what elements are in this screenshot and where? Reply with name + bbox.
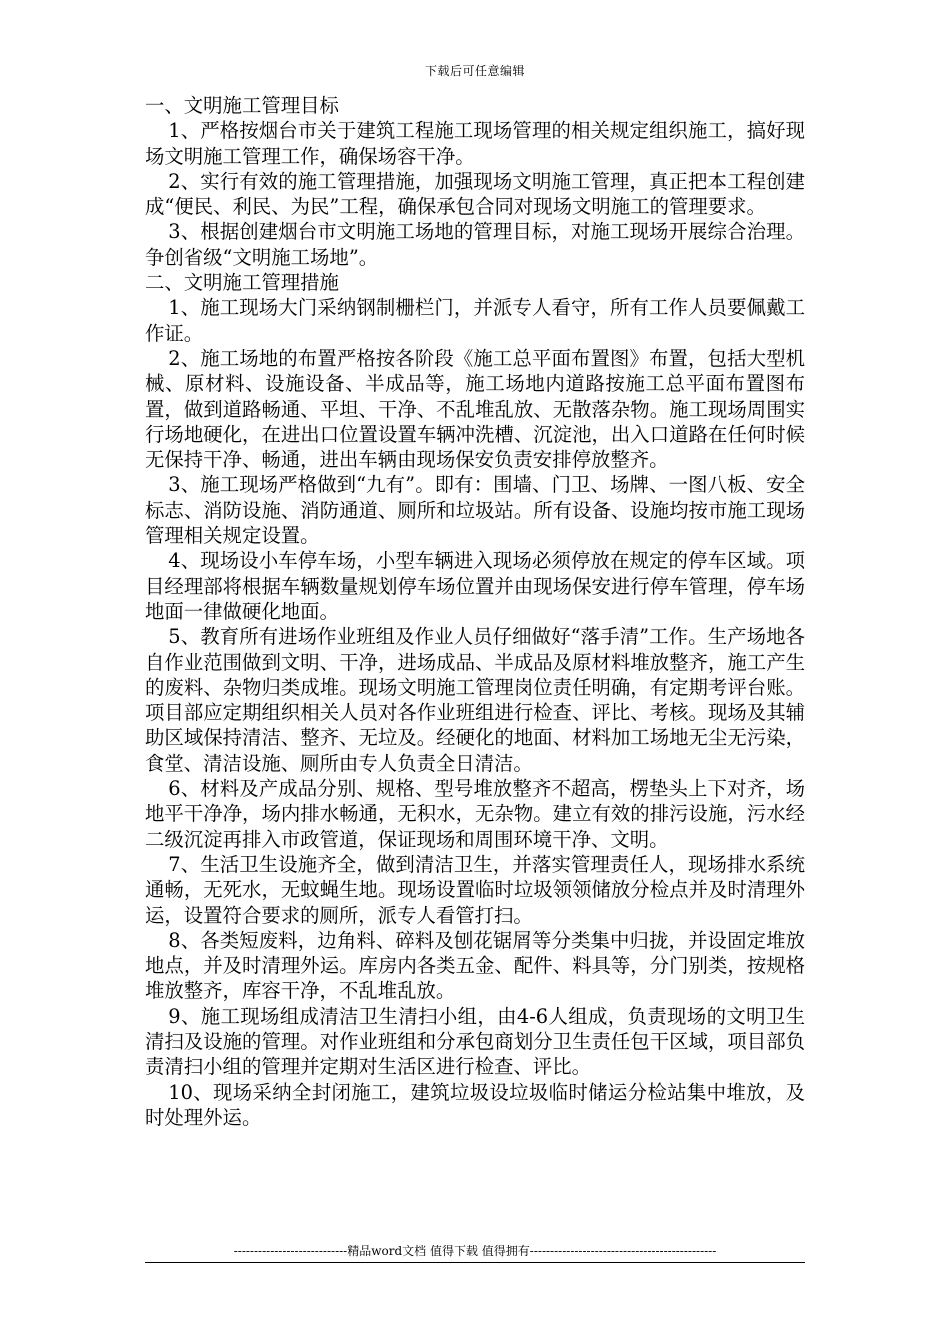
section-heading-measures: 二、文明施工管理措施: [145, 271, 339, 295]
paragraph: 6、材料及产成品分别、规格、型号堆放整齐不超高，楞垫头上下对齐，场地平干净净，场内排水畅通，无积水，无杂物。建立有效的排污设施，污水经二级沉淀再排入市政管道，保证现场和周围环境干净、文明。: [145, 777, 805, 851]
page-header: 下载后可任意编辑: [424, 64, 525, 78]
paragraph: 9、施工现场组成清洁卫生清扫小组，由4-6人组成，负责现场的文明卫生清扫及设施的管理。对作业班组和分承包商划分卫生责任包干区域，项目部负责清扫小组的管理并定期对生活区进行检查、评比。: [145, 1004, 805, 1079]
page-footer: ----------------------------精品word文档 值得下载 值得拥有----------------------------------------------: [233, 1244, 717, 1258]
paragraph: 7、生活卫生设施齐全，做到清洁卫生，并落实管理责任人，现场排水系统通畅，无死水，无蚊蝇生地。现场设置临时垃圾领领储放分检点并及时清理外运，设置符合要求的厕所，派专人看管打扫。: [145, 852, 805, 927]
paragraph: 10、现场采纳全封闭施工，建筑垃圾设垃圾临时储运分检站集中堆放，及时处理外运。: [145, 1080, 805, 1129]
paragraph: 3、施工现场严格做到“九有”。即有：围墙、门卫、场牌、一图八板、安全标志、消防设施、消防通道、厕所和垃圾站。所有设备、设施均按市施工现场管理相关规定设置。: [145, 473, 805, 548]
section-heading-goals: 一、文明施工管理目标: [145, 94, 339, 117]
paragraph: 1、施工现场大门采纳钢制栅栏门，并派专人看守，所有工作人员要佩戴工作证。: [145, 296, 805, 345]
footer-rule: [145, 1262, 805, 1263]
document-body: [145, 93, 805, 1130]
paragraph: 4、现场设小车停车场，小型车辆进入现场必须停放在规定的停车区域。项目经理部将根据车辆数量规划停车场位置并由现场保安进行停车管理，停车场地面一律做硬化地面。: [145, 549, 805, 623]
paragraph: 8、各类短废料，边角料、碎料及刨花锯屑等分类集中归拢，并设固定堆放地点，并及时清理外运。库房内各类五金、配件、料具等，分门别类，按规格堆放整齐，库容干净，不乱堆乱放。: [145, 928, 805, 1003]
paragraph: 3、根据创建烟台市文明施工场地的管理目标，对施工现场开展综合治理。争创省级“文明施工场地”。: [145, 220, 805, 269]
paragraph: 2、实行有效的施工管理措施，加强现场文明施工管理，真正把本工程创建成“便民、利民、为民”工程，确保承包合同对现场文明施工的管理要求。: [145, 169, 805, 219]
paragraph: 2、施工场地的布置严格按各阶段《施工总平面布置图》布置，包括大型机械、原材料、设施设备、半成品等，施工场地内道路按施工总平面布置图布置，做到道路畅通、平坦、干净、不乱堆乱放、无散落杂物。施工现场周围实行场地硬化，在进出口位置设置车辆冲洗槽、沉淀池，出入口道路在任何时候无保持干净、畅通，进出车辆由现场保安负责安排停放整齐。: [145, 346, 805, 472]
paragraph: 1、严格按烟台市关于建筑工程施工现场管理的相关规定组织施工，搞好现场文明施工管理工作，确保场容干净。: [145, 119, 805, 168]
paragraph: 5、教育所有进场作业班组及作业人员仔细做好“落手清”工作。生产场地各自作业范围做到文明、干净，进场成品、半成品及原材料堆放整齐，施工产生的废料、杂物归类成堆。现场文明施工管理岗位责任明确，有定期考评台账。项目部应定期组织相关人员对各作业班组进行检查、评比、考核。现场及其辅助区域保持清洁、整齐、无垃及。经硬化的地面、材料加工场地无尘无污染，食堂、清洁设施、厕所由专人负责全日清洁。: [145, 625, 805, 775]
